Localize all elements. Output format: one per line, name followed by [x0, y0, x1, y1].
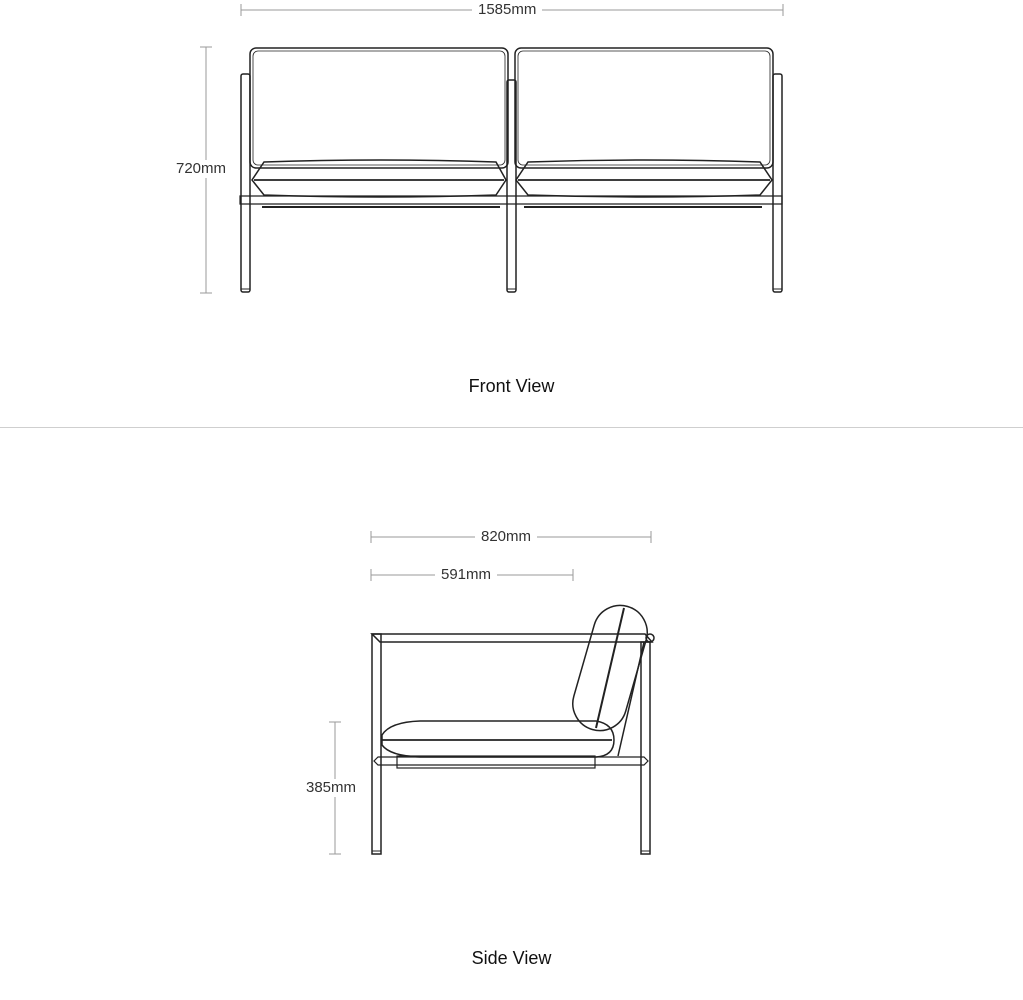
side-seat-cushion	[382, 721, 614, 757]
view-divider	[0, 427, 1023, 428]
side-view-drawing	[372, 599, 654, 854]
side-depth-label: 820mm	[475, 528, 537, 546]
front-cushion-left	[252, 160, 506, 197]
front-width-label: 1585mm	[472, 1, 542, 19]
front-leg-right	[773, 74, 782, 292]
side-seat-depth-label: 591mm	[435, 566, 497, 584]
front-backrest-left	[250, 48, 508, 168]
front-view-title: Front View	[468, 376, 555, 396]
front-cushion-right	[516, 160, 772, 197]
side-seat-rail	[374, 757, 648, 765]
front-leg-left	[241, 74, 250, 292]
front-height-label: 720mm	[170, 160, 232, 178]
side-leg-front	[372, 634, 381, 854]
side-view-title: Side View	[471, 948, 552, 968]
front-backrest-left-inner	[253, 51, 505, 165]
side-leg-back	[641, 642, 650, 854]
front-backrest-right	[515, 48, 773, 168]
side-top-rail	[372, 634, 652, 642]
front-backrest-right-inner	[518, 51, 770, 165]
side-seat-frame	[397, 756, 595, 768]
side-seat-height-label: 385mm	[300, 779, 362, 797]
front-view-drawing	[240, 48, 782, 292]
